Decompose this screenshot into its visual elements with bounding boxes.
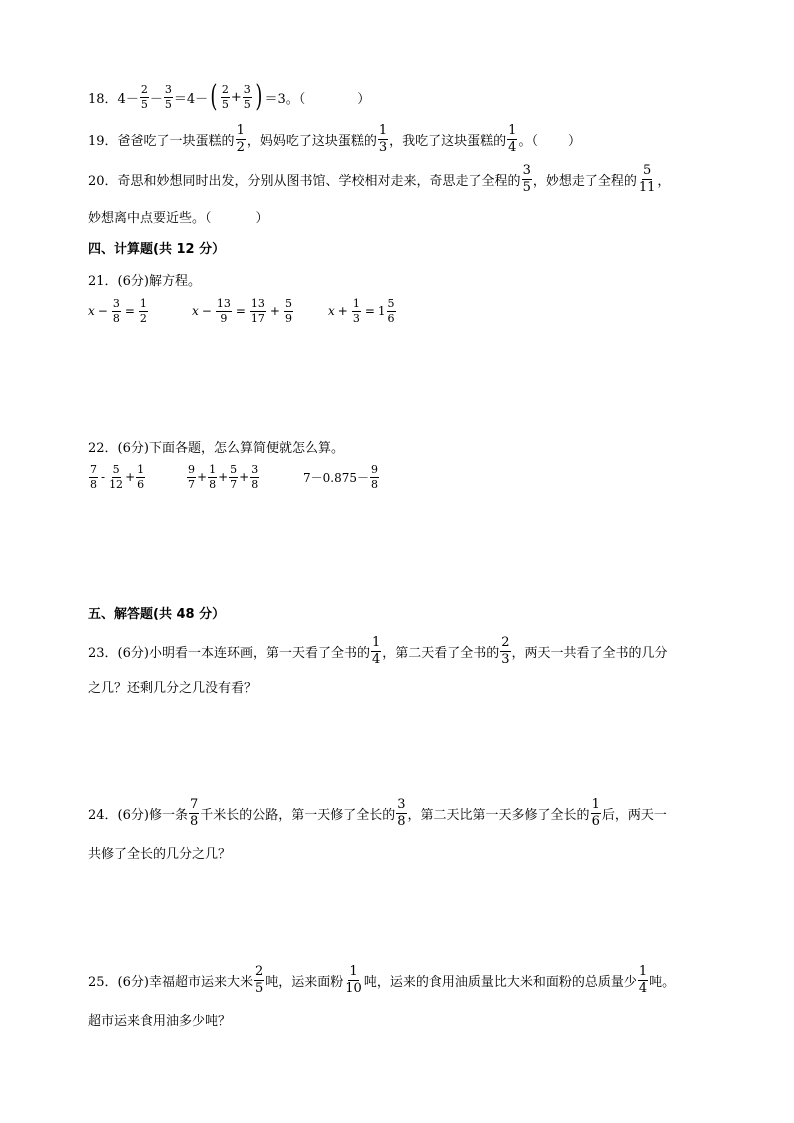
denominator: 7: [230, 477, 238, 491]
numerator: 5: [387, 297, 395, 310]
question-24-line2: [88, 843, 231, 862]
fraction: [507, 124, 517, 154]
numerator: 5: [112, 463, 120, 476]
question-text: 妙想离中点要近些。（: [88, 211, 212, 226]
fraction: [370, 464, 379, 490]
close-paren: ）: [567, 133, 581, 149]
operator: +: [269, 304, 280, 319]
fraction: [236, 124, 246, 154]
close-paren: ）: [357, 91, 371, 107]
variable: x: [88, 304, 95, 319]
denominator: 4: [371, 651, 381, 667]
fraction: [638, 965, 648, 995]
question-text: (6分)修一条: [117, 807, 188, 823]
denominator: 4: [638, 980, 648, 996]
denominator: 2: [139, 311, 147, 325]
denominator: 8: [189, 813, 199, 829]
question-20-line2: [88, 207, 269, 226]
fraction: [387, 298, 396, 324]
question-25: [88, 965, 675, 995]
equals: =: [235, 304, 246, 319]
fraction: [164, 84, 173, 110]
question-text: 共修了全长的几分之几？: [88, 847, 232, 862]
section-heading-4: 四、计算题(共 12 分）: [88, 242, 226, 257]
question-25-line2: [88, 1010, 231, 1029]
numerator: 1: [139, 297, 147, 310]
fraction: [371, 636, 381, 666]
denominator: 11: [638, 179, 656, 195]
fraction: [591, 798, 601, 828]
denominator: 9: [220, 311, 228, 325]
question-text: 吨，运来的食用油质量比大米和面粉的总质量少: [363, 974, 637, 990]
expression-3: [303, 464, 380, 490]
question-number: 20．: [88, 173, 118, 189]
denominator: 5: [254, 980, 264, 996]
question-text: ，妙想走了全程的: [532, 173, 637, 189]
fraction: [112, 298, 121, 324]
question-23-line2: [88, 677, 257, 696]
expression-end: ＝3。（: [264, 91, 306, 107]
denominator: 3: [501, 651, 510, 667]
numerator: 3: [251, 463, 259, 476]
fraction: [189, 798, 199, 828]
denominator: 5: [221, 97, 229, 111]
fraction: [250, 298, 266, 324]
numerator: 1: [591, 797, 600, 812]
numerator: 1: [371, 635, 381, 650]
operator: +: [230, 89, 242, 105]
numerator: 2: [501, 635, 510, 650]
fraction: [216, 298, 232, 324]
fraction: [378, 124, 388, 154]
question-text: 吨，运来面粉: [265, 974, 344, 990]
denominator: 10: [345, 980, 362, 996]
denominator: 5: [140, 97, 148, 111]
denominator: 2: [236, 139, 245, 155]
left-paren: (: [210, 79, 218, 114]
denominator: 7: [188, 477, 195, 491]
question-text: 之几？还剩几分之几没有看？: [88, 681, 258, 696]
question-text: (6分)下面各题，怎么算简便就怎么算。: [117, 441, 344, 456]
question-text: ，: [657, 173, 671, 189]
numerator: 13: [250, 297, 265, 310]
fraction: [344, 965, 363, 995]
numerator: 1: [638, 964, 648, 979]
denominator: 6: [387, 311, 395, 325]
question-text: 。（: [518, 133, 538, 149]
right-paren: ): [255, 79, 263, 114]
fraction: [284, 298, 293, 324]
denominator: 8: [90, 477, 97, 491]
numerator: 1: [236, 123, 245, 138]
question-18: [88, 79, 371, 114]
fraction: [254, 965, 264, 995]
denominator: 5: [522, 179, 531, 195]
question-number: 18．: [88, 91, 118, 107]
numerator: 2: [254, 964, 264, 979]
operator: +: [125, 470, 136, 485]
question-text: 后，两天一: [601, 807, 667, 823]
numerator: 5: [642, 163, 652, 178]
numerator: 3: [164, 82, 172, 96]
question-text: 超市运来食用油多少吨？: [88, 1014, 232, 1029]
denominator: 12: [109, 477, 124, 491]
numerator: 7: [90, 463, 97, 476]
question-number: 24．: [88, 807, 118, 823]
question-19: [88, 124, 581, 154]
denominator: 6: [137, 477, 145, 491]
expression-mid: ＝4－: [173, 91, 209, 107]
question-text: 爸爸吃了一块蛋糕的: [117, 133, 235, 149]
whole-number: 1: [377, 304, 386, 319]
question-24: [88, 798, 667, 828]
equation-1: [88, 298, 149, 324]
fraction: [638, 164, 657, 194]
numerator: 1: [349, 964, 358, 979]
operator: +: [197, 470, 208, 485]
denominator: 8: [251, 477, 259, 491]
operator: +: [337, 304, 348, 319]
close-paren: ）: [255, 211, 269, 226]
question-22: [88, 437, 344, 456]
numerator: 3: [522, 163, 531, 178]
denominator: 17: [250, 311, 265, 325]
fraction: [221, 84, 230, 110]
question-text: ，两天一共看了全书的几分: [511, 645, 668, 661]
fraction: [136, 464, 145, 490]
fraction: [396, 798, 406, 828]
numerator: 9: [188, 463, 195, 476]
question-23: [88, 636, 668, 666]
operator: −: [201, 304, 212, 319]
numerator: 1: [508, 123, 517, 138]
expression-lead: 4－: [117, 91, 139, 107]
question-20: [88, 164, 670, 194]
numerator: 2: [140, 82, 148, 96]
question-number: 22．: [88, 441, 118, 456]
numerator: 1: [137, 463, 145, 476]
question-number: 19．: [88, 133, 118, 149]
denominator: 8: [397, 813, 406, 829]
section-heading-5: 五、解答题(共 48 分）: [88, 607, 226, 622]
fraction: [208, 464, 217, 490]
denominator: 4: [508, 139, 517, 155]
fraction: [500, 636, 510, 666]
question-text: ，妈妈吃了这块蛋糕的: [246, 133, 377, 149]
question-text: (6分)解方程。: [117, 274, 201, 289]
denominator: 8: [112, 311, 120, 325]
question-text: ，第二天看了全书的: [382, 645, 500, 661]
equation-3: [328, 298, 397, 324]
question-text: ，第二天比第一天多修了全长的: [407, 807, 590, 823]
numerator: 5: [230, 463, 238, 476]
operator: +: [218, 470, 229, 485]
fraction: [229, 464, 238, 490]
equals: =: [124, 304, 135, 319]
numerator: 7: [189, 797, 199, 812]
numerator: 1: [378, 123, 388, 138]
numerator: 3: [397, 797, 406, 812]
question-text: 千米长的公路，第一天修了全长的: [200, 807, 396, 823]
question-text: (6分)幸福超市运来大米: [117, 974, 253, 990]
question-text: ，我吃了这块蛋糕的: [389, 133, 507, 149]
operator: －: [149, 91, 163, 107]
expression-1: [88, 464, 146, 490]
question-number: 21．: [88, 274, 118, 289]
denominator: 8: [371, 477, 378, 491]
fraction: [352, 298, 361, 324]
expression-2: [186, 464, 260, 490]
fraction: [522, 164, 532, 194]
numerator: 5: [284, 297, 292, 310]
fraction: [140, 84, 149, 110]
fraction: [108, 464, 124, 490]
fraction: [243, 84, 252, 110]
numerator: 3: [112, 297, 120, 310]
denominator: 3: [352, 311, 360, 325]
numerator: 2: [221, 82, 229, 96]
numerator: 3: [243, 82, 251, 96]
question-text: 奇思和妙想同时出发，分别从图书馆、学校相对走来，奇思走了全程的: [117, 173, 521, 189]
variable: x: [192, 304, 199, 319]
question-number: 23．: [88, 645, 118, 661]
question-text: (6分)小明看一本连环画，第一天看了全书的: [117, 645, 370, 661]
denominator: 9: [284, 311, 292, 325]
operator: +: [239, 470, 250, 485]
expression-lead: 7－0.875－: [303, 470, 369, 485]
operator: −: [97, 304, 108, 319]
fraction: [139, 298, 148, 324]
numerator: 9: [371, 463, 378, 476]
fraction: [89, 464, 98, 490]
denominator: 6: [591, 813, 600, 829]
denominator: 3: [378, 139, 388, 155]
question-text: 吨。: [649, 974, 676, 990]
fraction: [250, 464, 259, 490]
numerator: 13: [216, 297, 231, 310]
question-21: [88, 270, 201, 289]
numerator: 1: [209, 463, 217, 476]
denominator: 5: [243, 97, 251, 111]
operator: -: [101, 470, 106, 485]
variable: x: [328, 304, 335, 319]
question-number: 25．: [88, 974, 118, 990]
fraction: [187, 464, 196, 490]
equation-2: [192, 298, 294, 324]
equals: =: [364, 304, 375, 319]
denominator: 8: [209, 477, 217, 491]
numerator: 1: [352, 297, 360, 310]
denominator: 5: [164, 97, 172, 111]
